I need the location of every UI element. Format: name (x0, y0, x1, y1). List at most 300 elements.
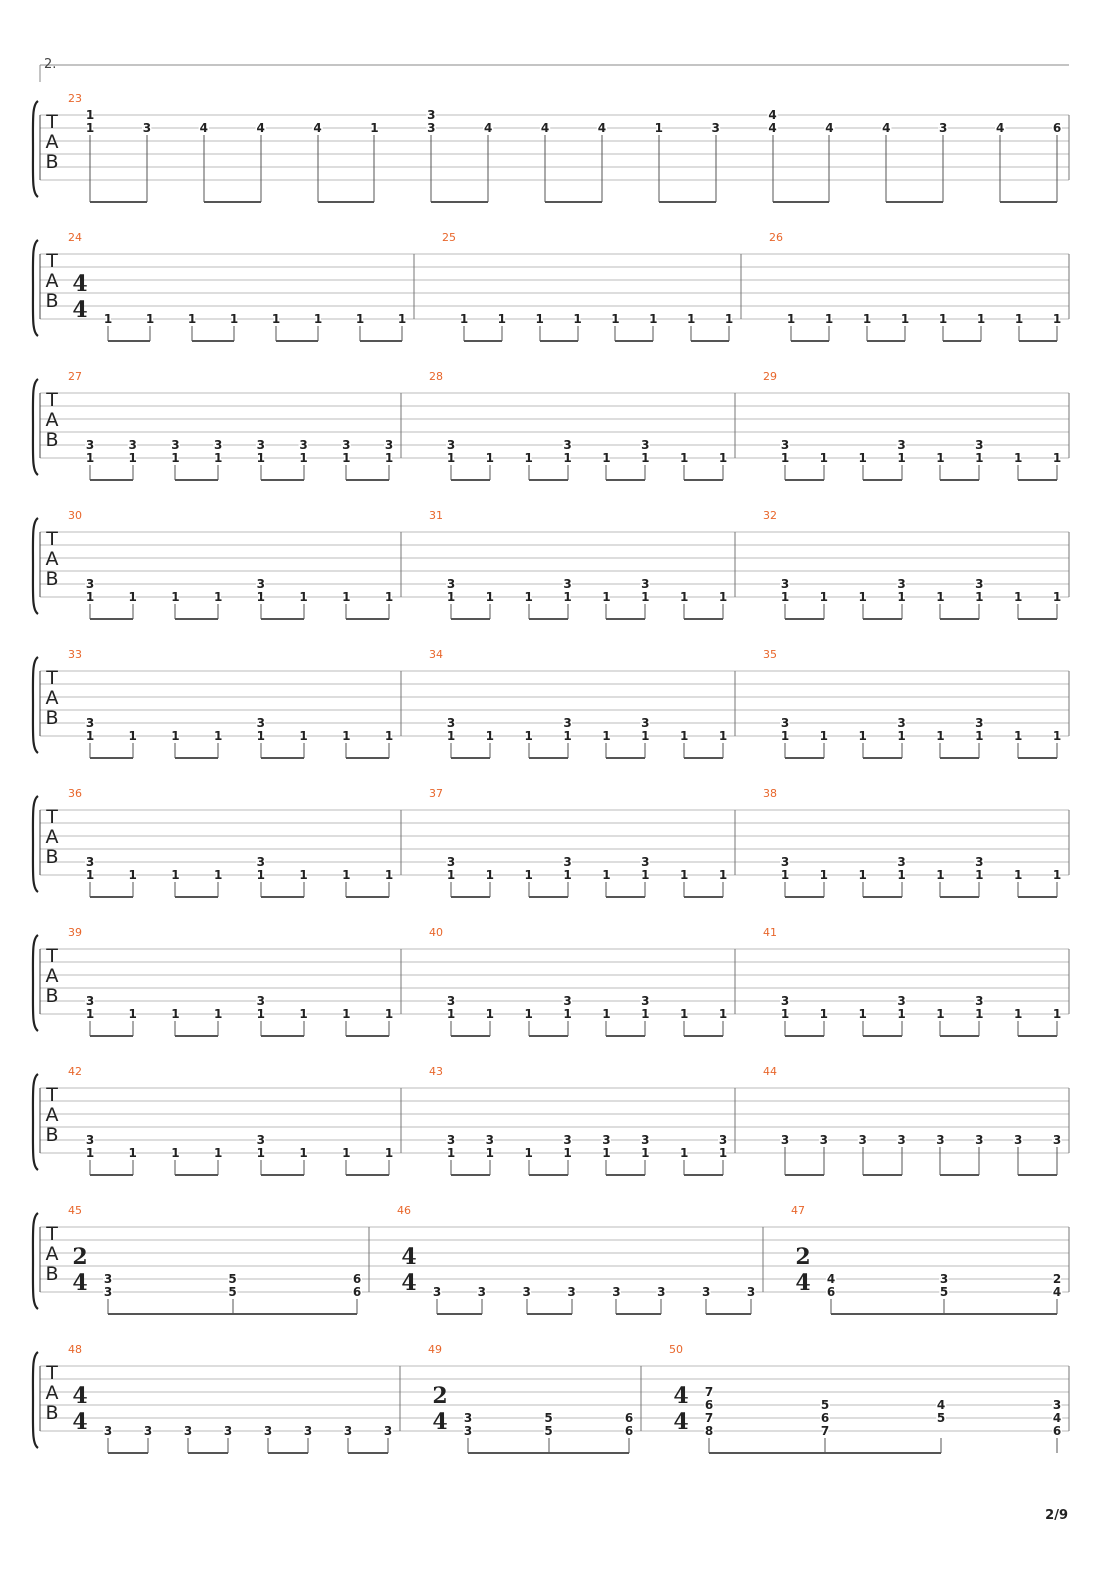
page-number: 2/9 (1045, 1508, 1068, 1523)
fret-number: 3 (780, 855, 790, 869)
fret-number: 1 (858, 729, 867, 743)
fret-number: 3 (103, 1285, 113, 1299)
fret-number: 1 (897, 1007, 906, 1021)
fret-number: 3 (657, 1285, 666, 1299)
fret-number: 3 (563, 716, 572, 730)
fret-number: 1 (641, 1007, 650, 1021)
ending-label: 2. (44, 57, 57, 72)
fret-number: 3 (142, 121, 152, 135)
fret-number: 1 (397, 312, 407, 326)
fret-number: 5 (820, 1398, 830, 1412)
fret-number: 3 (780, 994, 790, 1008)
fret-number: 3 (563, 855, 572, 869)
fret-number: 1 (897, 729, 906, 743)
measure-number: 43 (429, 1065, 443, 1078)
fret-number: 1 (563, 451, 572, 465)
measure-number: 27 (68, 370, 82, 383)
fret-number: 3 (939, 1272, 949, 1286)
fret-number: 1 (602, 868, 611, 882)
fret-number: 3 (256, 855, 266, 869)
tab-clef-letter: B (45, 429, 59, 451)
fret-number: 1 (563, 590, 572, 604)
fret-number: 3 (612, 1285, 621, 1299)
fret-number: 5 (228, 1272, 237, 1286)
fret-number: 1 (128, 451, 137, 465)
fret-number: 3 (567, 1285, 576, 1299)
fret-number: 1 (686, 312, 696, 326)
fret-number: 3 (477, 1285, 487, 1299)
fret-number: 1 (524, 590, 533, 604)
system-brace (33, 240, 38, 336)
tab-system (33, 1204, 1069, 1314)
fret-number: 1 (524, 729, 533, 743)
fret-number: 3 (975, 438, 984, 452)
fret-number: 1 (85, 868, 95, 882)
fret-number: 3 (975, 716, 984, 730)
fret-number: 1 (679, 590, 689, 604)
fret-number: 1 (446, 1007, 456, 1021)
fret-number: 3 (936, 1133, 945, 1147)
time-signature-top: 2 (795, 1244, 811, 1270)
fret-number: 1 (128, 590, 137, 604)
fret-number: 1 (145, 312, 155, 326)
tab-clef-letter: T (46, 667, 58, 689)
fret-number: 3 (85, 855, 95, 869)
measure-number: 35 (763, 648, 777, 661)
fret-number: 4 (936, 1398, 946, 1412)
tab-clef-letter: B (45, 151, 59, 173)
fret-number: 3 (85, 1133, 95, 1147)
fret-number: 3 (1052, 1398, 1062, 1412)
fret-number: 3 (463, 1424, 473, 1438)
tab-system (33, 787, 1069, 897)
fret-number: 3 (171, 438, 180, 452)
fret-number: 1 (679, 1007, 689, 1021)
fret-number: 3 (85, 994, 95, 1008)
fret-number: 1 (128, 868, 137, 882)
fret-number: 1 (1013, 1007, 1023, 1021)
fret-number: 1 (563, 868, 572, 882)
fret-number: 1 (654, 121, 664, 135)
fret-number: 5 (544, 1424, 553, 1438)
fret-number: 3 (522, 1285, 531, 1299)
tab-clef-letter: A (45, 1243, 59, 1265)
fret-number: 1 (897, 590, 906, 604)
fret-number: 3 (780, 438, 790, 452)
measure-number: 47 (791, 1204, 805, 1217)
fret-number: 1 (936, 1007, 945, 1021)
fret-number: 3 (701, 1285, 711, 1299)
fret-number: 1 (128, 729, 137, 743)
system-brace (33, 101, 38, 197)
fret-number: 1 (299, 868, 308, 882)
fret-number: 3 (563, 994, 572, 1008)
fret-number: 1 (446, 729, 456, 743)
fret-number: 1 (1013, 729, 1023, 743)
time-signature-bottom: 4 (72, 1409, 88, 1435)
time-signature-bottom: 4 (401, 1270, 417, 1296)
fret-number: 1 (786, 312, 796, 326)
fret-number: 1 (384, 1007, 394, 1021)
fret-number: 3 (299, 438, 308, 452)
fret-number: 3 (343, 1424, 353, 1438)
fret-number: 4 (540, 121, 550, 135)
time-signature-top: 4 (673, 1383, 689, 1409)
fret-number: 3 (718, 1133, 728, 1147)
tab-clef-letter: A (45, 687, 59, 709)
fret-number: 1 (573, 312, 582, 326)
fret-number: 3 (103, 1424, 113, 1438)
fret-number: 1 (936, 729, 945, 743)
fret-number: 4 (597, 121, 607, 135)
fret-number: 1 (342, 1146, 351, 1160)
fret-number: 1 (342, 590, 351, 604)
fret-number: 1 (679, 729, 689, 743)
system-brace (33, 657, 38, 753)
fret-number: 1 (724, 312, 734, 326)
fret-number: 1 (299, 451, 308, 465)
fret-number: 3 (1052, 1133, 1062, 1147)
fret-number: 1 (1052, 312, 1062, 326)
fret-number: 1 (524, 1146, 533, 1160)
fret-number: 3 (711, 121, 720, 135)
fret-number: 1 (229, 312, 239, 326)
fret-number: 6 (1052, 121, 1062, 135)
fret-number: 3 (143, 1424, 153, 1438)
fret-number: 1 (384, 590, 394, 604)
tab-clef-letter: T (46, 1084, 58, 1106)
fret-number: 1 (446, 868, 456, 882)
fret-number: 1 (171, 868, 180, 882)
fret-number: 1 (936, 868, 945, 882)
fret-number: 6 (1052, 1424, 1062, 1438)
fret-number: 3 (641, 994, 650, 1008)
measure-number: 41 (763, 926, 777, 939)
fret-number: 1 (128, 1007, 137, 1021)
fret-number: 1 (1013, 868, 1023, 882)
fret-number: 1 (256, 1146, 266, 1160)
fret-number: 3 (263, 1424, 273, 1438)
tab-clef-letter: B (45, 290, 59, 312)
fret-number: 3 (780, 577, 790, 591)
fret-number: 1 (459, 312, 469, 326)
time-signature-bottom: 4 (72, 1270, 88, 1296)
fret-number: 4 (483, 121, 493, 135)
fret-number: 3 (463, 1411, 473, 1425)
fret-number: 1 (384, 868, 394, 882)
fret-number: 3 (897, 716, 906, 730)
fret-number: 1 (85, 121, 95, 135)
tab-system (33, 231, 1069, 341)
tab-clef-letter: A (45, 409, 59, 431)
fret-number: 1 (171, 1007, 180, 1021)
fret-number: 3 (383, 1424, 393, 1438)
tab-system (33, 509, 1069, 619)
fret-number: 3 (819, 1133, 829, 1147)
time-signature-bottom: 4 (432, 1409, 448, 1435)
fret-number: 1 (563, 1007, 572, 1021)
fret-number: 1 (641, 451, 650, 465)
fret-number: 3 (342, 438, 351, 452)
fret-number: 1 (213, 729, 223, 743)
fret-number: 4 (995, 121, 1005, 135)
fret-number: 1 (446, 1146, 456, 1160)
fret-number: 1 (602, 1007, 611, 1021)
fret-number: 3 (256, 577, 266, 591)
fret-number: 3 (85, 438, 95, 452)
system-brace (33, 1352, 38, 1448)
fret-number: 3 (975, 855, 984, 869)
fret-number: 1 (171, 1146, 180, 1160)
fret-number: 3 (223, 1424, 233, 1438)
fret-number: 3 (427, 108, 436, 122)
fret-number: 3 (256, 1133, 266, 1147)
fret-number: 1 (171, 590, 180, 604)
fret-number: 3 (975, 577, 984, 591)
fret-number: 4 (826, 1272, 836, 1286)
measure-number: 24 (68, 231, 82, 244)
tab-clef-letter: B (45, 1402, 59, 1424)
fret-number: 1 (824, 312, 834, 326)
fret-number: 1 (485, 1146, 495, 1160)
fret-number: 3 (602, 1133, 611, 1147)
fret-number: 3 (897, 438, 906, 452)
fret-number: 1 (780, 590, 790, 604)
fret-number: 1 (936, 590, 945, 604)
tab-clef-letter: A (45, 1382, 59, 1404)
fret-number: 7 (704, 1411, 714, 1425)
fret-number: 7 (820, 1424, 830, 1438)
fret-number: 1 (679, 1146, 689, 1160)
fret-number: 1 (975, 590, 984, 604)
fret-number: 6 (826, 1285, 836, 1299)
fret-number: 3 (975, 994, 984, 1008)
fret-number: 1 (641, 1146, 650, 1160)
fret-number: 1 (384, 451, 394, 465)
fret-number: 1 (485, 590, 495, 604)
fret-number: 4 (768, 121, 777, 135)
measure-number: 50 (669, 1343, 683, 1356)
fret-number: 1 (85, 451, 95, 465)
tab-system (33, 648, 1069, 758)
fret-number: 1 (85, 1146, 95, 1160)
fret-number: 1 (858, 868, 867, 882)
fret-number: 1 (535, 312, 544, 326)
fret-number: 1 (103, 312, 113, 326)
fret-number: 1 (1052, 1007, 1062, 1021)
fret-number: 3 (1013, 1133, 1023, 1147)
fret-number: 1 (342, 868, 351, 882)
fret-number: 3 (780, 1133, 790, 1147)
time-signature-bottom: 4 (673, 1409, 689, 1435)
measure-number: 38 (763, 787, 777, 800)
fret-number: 1 (1013, 451, 1023, 465)
fret-number: 1 (938, 312, 948, 326)
fret-number: 6 (352, 1285, 362, 1299)
fret-number: 1 (256, 590, 266, 604)
tab-clef-letter: A (45, 826, 59, 848)
fret-number: 1 (313, 312, 323, 326)
fret-number: 3 (446, 1133, 456, 1147)
fret-number: 1 (780, 1007, 790, 1021)
fret-number: 1 (485, 868, 495, 882)
fret-number: 3 (563, 438, 572, 452)
fret-number: 1 (897, 868, 906, 882)
fret-number: 3 (780, 716, 790, 730)
fret-number: 1 (85, 108, 95, 122)
time-signature-top: 4 (401, 1244, 417, 1270)
fret-number: 1 (679, 451, 689, 465)
fret-number: 4 (882, 121, 891, 135)
measure-number: 34 (429, 648, 443, 661)
tab-clef-letter: A (45, 131, 59, 153)
fret-number: 3 (897, 855, 906, 869)
fret-number: 3 (897, 1133, 906, 1147)
time-signature-bottom: 4 (795, 1270, 811, 1296)
fret-number: 1 (858, 590, 867, 604)
fret-number: 1 (718, 590, 728, 604)
fret-number: 1 (1052, 729, 1062, 743)
fret-number: 1 (384, 1146, 394, 1160)
tab-system (33, 926, 1069, 1036)
fret-number: 3 (641, 1133, 650, 1147)
measure-number: 23 (68, 92, 82, 105)
fret-number: 1 (85, 1007, 95, 1021)
tab-clef-letter: A (45, 1104, 59, 1126)
fret-number: 6 (624, 1424, 634, 1438)
measure-number: 26 (769, 231, 783, 244)
fret-number: 1 (858, 1007, 867, 1021)
fret-number: 3 (563, 577, 572, 591)
fret-number: 3 (975, 1133, 984, 1147)
fret-number: 3 (485, 1133, 495, 1147)
fret-number: 3 (85, 577, 95, 591)
fret-number: 3 (256, 438, 266, 452)
fret-number: 1 (641, 729, 650, 743)
time-signature-top: 4 (72, 271, 88, 297)
fret-number: 1 (446, 451, 456, 465)
tab-clef-letter: B (45, 707, 59, 729)
tab-clef-letter: A (45, 965, 59, 987)
fret-number: 1 (563, 729, 572, 743)
fret-number: 8 (704, 1424, 714, 1438)
fret-number: 1 (213, 1007, 223, 1021)
fret-number: 1 (271, 312, 281, 326)
fret-number: 1 (819, 868, 829, 882)
fret-number: 1 (1014, 312, 1024, 326)
fret-number: 3 (746, 1285, 756, 1299)
fret-number: 1 (862, 312, 872, 326)
fret-number: 4 (199, 121, 208, 135)
fret-number: 1 (256, 1007, 266, 1021)
tab-clef-letter: T (46, 250, 58, 272)
fret-number: 1 (1052, 868, 1062, 882)
fret-number: 5 (936, 1411, 946, 1425)
fret-number: 1 (485, 1007, 495, 1021)
fret-number: 3 (897, 577, 906, 591)
fret-number: 1 (780, 868, 790, 882)
fret-number: 1 (256, 868, 266, 882)
measure-number: 30 (68, 509, 82, 522)
fret-number: 5 (544, 1411, 553, 1425)
fret-number: 4 (256, 121, 265, 135)
fret-number: 1 (1013, 590, 1023, 604)
fret-number: 1 (819, 451, 829, 465)
fret-number: 1 (256, 451, 266, 465)
fret-number: 1 (679, 868, 689, 882)
tab-clef-letter: A (45, 270, 59, 292)
fret-number: 1 (780, 451, 790, 465)
fret-number: 1 (299, 590, 308, 604)
fret-number: 1 (355, 312, 365, 326)
fret-number: 3 (446, 438, 456, 452)
fret-number: 1 (213, 1146, 223, 1160)
fret-number: 3 (939, 121, 948, 135)
tab-system (33, 1343, 1069, 1453)
tab-clef-letter: T (46, 945, 58, 967)
tab-clef-letter: T (46, 389, 58, 411)
measure-number: 42 (68, 1065, 82, 1078)
fret-number: 1 (85, 729, 95, 743)
fret-number: 1 (213, 451, 223, 465)
fret-number: 3 (446, 577, 456, 591)
fret-number: 3 (128, 438, 137, 452)
fret-number: 1 (524, 1007, 533, 1021)
tab-clef-letter: B (45, 1124, 59, 1146)
measure-number: 49 (428, 1343, 442, 1356)
fret-number: 1 (563, 1146, 572, 1160)
fret-number: 1 (85, 590, 95, 604)
system-brace (33, 518, 38, 614)
fret-number: 1 (370, 121, 379, 135)
fret-number: 3 (85, 716, 95, 730)
fret-number: 1 (858, 451, 867, 465)
fret-number: 1 (497, 312, 507, 326)
tab-clef-letter: A (45, 548, 59, 570)
fret-number: 3 (432, 1285, 442, 1299)
fret-number: 1 (299, 1146, 308, 1160)
fret-number: 1 (718, 868, 728, 882)
measure-number: 25 (442, 231, 456, 244)
fret-number: 1 (213, 590, 223, 604)
fret-number: 3 (427, 121, 436, 135)
fret-number: 3 (641, 438, 650, 452)
measure-number: 36 (68, 787, 82, 800)
fret-number: 3 (446, 716, 456, 730)
measure-number: 45 (68, 1204, 82, 1217)
tab-system (33, 370, 1069, 480)
fret-number: 1 (975, 1007, 984, 1021)
fret-number: 6 (704, 1398, 714, 1412)
measure-number: 32 (763, 509, 777, 522)
fret-number: 6 (352, 1272, 362, 1286)
system-brace (33, 796, 38, 892)
time-signature-top: 4 (72, 1383, 88, 1409)
fret-number: 1 (718, 1146, 728, 1160)
measure-number: 46 (397, 1204, 411, 1217)
fret-number: 6 (820, 1411, 830, 1425)
fret-number: 3 (858, 1133, 867, 1147)
fret-number: 1 (975, 729, 984, 743)
measure-number: 48 (68, 1343, 82, 1356)
measure-number: 33 (68, 648, 82, 661)
fret-number: 1 (819, 729, 829, 743)
fret-number: 1 (1052, 590, 1062, 604)
fret-number: 4 (313, 121, 322, 135)
fret-number: 3 (446, 994, 456, 1008)
fret-number: 1 (342, 729, 351, 743)
fret-number: 1 (485, 451, 495, 465)
